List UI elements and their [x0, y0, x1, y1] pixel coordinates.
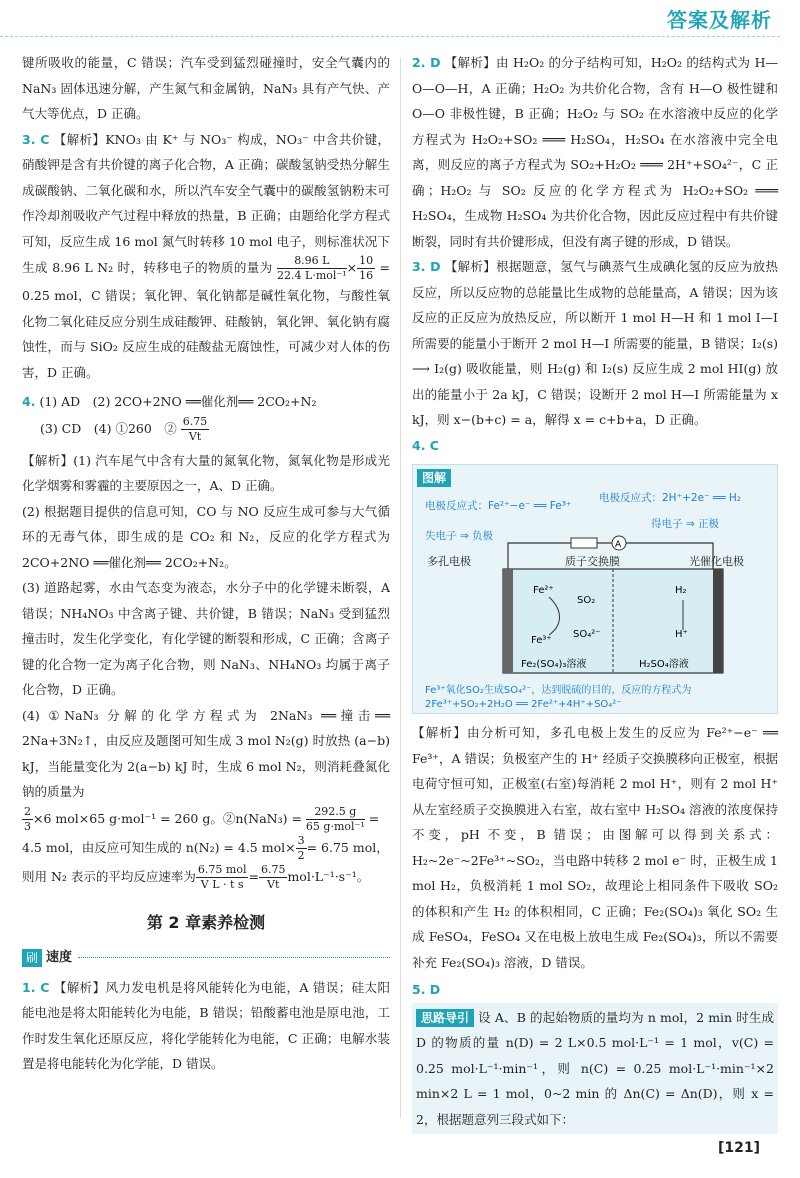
- answer-4-right-number: 4. C: [412, 437, 439, 453]
- so4-label: SO₄²⁻: [573, 629, 601, 640]
- answer-2-number: 2. D: [412, 55, 441, 70]
- left-electrode-label: 多孔电极: [427, 555, 471, 568]
- answer-5-text: 设 A、B 的起始物质的量均为 n mol，2 min 时生成 D 的物质的量 n(D) = 2 L×0.5 mol·L⁻¹ = 1 mol，v(C) = 0.25 mol·L⁻¹·min⁻¹，则 n(C) = 0.25 mol·L⁻¹·min⁻¹×2 min×2 L = 1 mol，0~2 min 的 Δn(C) = Δn(D)，则 x = 2，根据题意列三段式如下：: [416, 1009, 774, 1127]
- answer-5-number: 5. D: [412, 982, 441, 997]
- porous-electrode: [503, 569, 513, 673]
- answer-5: [412, 1003, 778, 1135]
- answer-3-text: 【解析】KNO₃ 由 K⁺ 与 NO₃⁻ 构成，NO₃⁻ 中含共价键，硝酸钾是含有共价键的离子化合物，A 正确；碳酸氢钠受热分解生成碳酸钠、二氧化碳和水，所以汽车安全气囊中的碳酸氢钠粉末可作冷却剂吸收产气过程中释放的热量，B 正确；由题给化学方程式可知，反应生成 16 mol 氮气时转移 10 mol 电子，则标准状况下生成 8.96 L N₂ 时，转移电子的物质的量为: [22, 131, 390, 275]
- answer-4-fraction: $\frac{6.75}{Vt}$: [182, 414, 208, 443]
- figure-note-1: Fe³⁺氧化SO₂生成SO₄²⁻，达到脱硫的目的，反应的方程式为: [425, 685, 692, 696]
- answer-4-right-number-line: [412, 433, 778, 459]
- left-column: [22, 50, 390, 1077]
- speed-label: 速度: [46, 950, 73, 965]
- answer-4-answers-2: (3) CD (4) ①260 ②: [40, 420, 177, 436]
- answer-4-analysis-2: (2) 根据题目提供的信息可知，CO 与 NO 反应生成可参与大气循环的无毒气体，即生成的是 CO₂ 和 N₂，反应的化学方程式为 2CO+2NO ══催化剂══ 2CO₂+N₂。: [22, 503, 390, 570]
- answer-5-number-line: [412, 977, 778, 1003]
- answer-3-number: 3. C: [22, 131, 50, 147]
- answer-1-text: 【解析】风力发电机是将风能转化为电能，A 错误；硅太阳能电池是将太阳能转化为电能，B 错误；铅酸蓄电池是原电池，工作时发生氧化还原反应，将化学能转化为电能，C 正确；电解水装置是将电能转化为化学能，D 错误。: [22, 979, 390, 1071]
- membrane-label: 质子交换膜: [565, 555, 620, 568]
- answer-4-analysis-7: 则用 N₂ 表示的平均反应速率为 $\frac{\text{6.75 mol}}{\text{V L · t s}}$ = $\frac{6.75}{Vt}$ mol·L⁻¹·s⁻¹。: [22, 862, 370, 891]
- h-plus-label: H⁺: [675, 629, 688, 640]
- gain-electron-label: 得电子 ⇒ 正极: [651, 518, 719, 530]
- right-electrode-label: 光催化电极: [689, 555, 744, 568]
- header-title: 答案及解析: [667, 8, 772, 32]
- answer-3-right-text: 【解析】根据题意，氢气与碘蒸气生成碘化氢的反应为放热反应，所以反应物的总能量比生成物的总能量高，A 错误；因为该反应的正反应为放热反应，所以断开 1 mol H—H 和 1 mol I—I 所需要的能量小于断开 2 mol H—I 所需要的能量，B 错误；I₂(s) ⟶ I₂(g) 吸收能量，则 H₂(g) 和 I₂(s) 反应生成 2 mol HI(g) 放出的能量小于 2a kJ，C 错误；设断开 2 mol H—I 所需能量为 x kJ，则 x−(b+c) = a，解得 x = c+b+a，D 正确。: [412, 259, 778, 427]
- answer-3-fraction-1: $\frac{8.96 L}{\text{22.4 L·mol⁻¹}}$: [277, 254, 347, 282]
- answer-4-answers-1: (1) AD (2) 2CO+2NO ══催化剂══ 2CO₂+N₂: [39, 394, 317, 409]
- answer-3-fraction-2: $\frac{10}{16}$: [359, 254, 374, 282]
- answer-2-text: 【解析】由 H₂O₂ 的分子结构可知，H₂O₂ 的结构式为 H—O—O—H，A 正确；H₂O₂ 为共价化合物，含有 H—O 极性键和 O—O 非极性键，B 正确；H₂O₂ 与 SO₂ 在水溶液中反应的化学方程式为 H₂O₂+SO₂ ═══ H₂SO₄，H₂SO₄ 在水溶液中完全电离，则反应的离子方程式为 SO₂+H₂O₂ ═══ 2H⁺+SO₄²⁻，C 正确；H₂O₂ 与 SO₂ 反应的化学方程式为 H₂O₂+SO₂ ═══ H₂SO₄，生成物 H₂SO₄ 为共价化合物，因此反应过程中有共价键断裂，同时有共价键形成，但没有离子键的形成，D 错误。: [412, 55, 778, 249]
- answer-4-number: 4.: [22, 394, 36, 409]
- header-divider: [0, 36, 780, 37]
- electrolysis-figure: [412, 464, 778, 714]
- answer-5-tag: 思路导引: [416, 1009, 474, 1027]
- fe2-label: Fe²⁺: [533, 585, 554, 596]
- section-title: 第 2 章素养检测: [146, 912, 266, 932]
- speed-header: [22, 945, 390, 971]
- answer-3-tail: = 0.25 mol，C 错误；氧化钾、氧化钠都是碱性氧化物，与酸性氧化物二氧化硅反应分别生成硅酸钾、硅酸钠，氧化钾、氧化钠有腐蚀性，而与 SiO₂ 反应生成的硅酸盐无腐蚀性，可减少对人体的伤害，D 正确。: [22, 260, 390, 380]
- answer-4-analysis-4: (4) ①NaN₃ 分解的化学方程式为 2NaN₃ ══撞击══ 2Na+3N₂↑，由反应及题图可知生成 3 mol N₂(g) 时放热 (a−b) kJ，当能量变化为 2(a−b) kJ 时，生成 6 mol N₂，则消耗叠氮化钠的质量为: [22, 707, 390, 799]
- answer-1-number: 1. C: [22, 979, 50, 995]
- electrolysis-diagram: [413, 465, 777, 713]
- answer-1: [22, 975, 390, 1077]
- answer-4-right-analysis: 【解析】由分析可知，多孔电极上发生的反应为 Fe²⁺−e⁻ ══ Fe³⁺，A 错误；负极室产生的 H⁺ 经质子交换膜移向正极室，根据电荷守恒可知，正极室(右室)每消耗 2 mol H⁺，则有 2 mol H⁺ 从左室经质子交换膜进入右室，故右室中 H₂SO₄ 溶液的浓度保持不变，pH 不变，B 错误；由图解可以得到关系式：H₂~2e⁻~2Fe³⁺~SO₂，当电路中转移 2 mol e⁻ 时，正极生成 1 mol H₂，负极消耗 1 mol SO₂，故理论上相同条件下吸收 SO₂ 的体积和产生 H₂ 的体积相同，C 正确；Fe₂(SO₄)₃ 氧化 SO₂ 生成 FeSO₄，FeSO₄ 又在电极上放电生成 Fe₂(SO₄)₃，所以不需要补充 Fe₂(SO₄)₃ 溶液，D 错误。: [412, 725, 778, 970]
- answer-4-analysis-1: 【解析】(1) 汽车尾气中含有大量的氮氧化物，氮氧化物是形成光化学烟雾和雾霾的主要原因之一，A、D 正确。: [22, 452, 390, 493]
- answer-4-line-2: [22, 415, 390, 444]
- h2-label: H₂: [675, 585, 687, 596]
- answer-3-right: [412, 254, 778, 433]
- figure-note-2: 2Fe³⁺+SO₂+2H₂O ══ 2Fe²⁺+4H⁺+SO₄²⁻: [425, 699, 622, 710]
- speed-dotted-line: [78, 957, 390, 958]
- left-solution-label: Fe₂(SO₄)₃溶液: [521, 659, 587, 670]
- speed-tag: 刷: [22, 949, 42, 967]
- ammeter-label: A: [615, 540, 622, 550]
- answer-4-line-1: [22, 389, 390, 415]
- left-electrode-equation: 电极反应式：Fe²⁺−e⁻ ══ Fe³⁺: [425, 500, 572, 512]
- right-electrode-equation: 电极反应式：2H⁺+2e⁻ ══ H₂: [599, 492, 742, 504]
- photocatalytic-electrode: [713, 569, 723, 673]
- page-number: [121]: [717, 1140, 760, 1156]
- answer-3: 3. C 【解析】KNO₃ 由 K⁺ 与 NO₃⁻ 构成，NO₃⁻ 中含共价键，硝酸钾是含有共价键的离子化合物，A 正确；碳酸氢钠受热分解生成碳酸钠、二氧化碳和水，所以汽车安全气囊中的碳酸氢钠粉末可作冷却剂吸收产气过程中释放的热量，B 正确；由题给化学方程式可知，反应生成 16 mol 氮气时转移 10 mol 电子，则标准状况下生成 8.96 L N₂ 时，转移电子的物质的量为 $\frac{8.96 L}{\text{22.4 L·mol⁻¹}}$ × $\frac{10}{16}$ = 0.25 mol，C 错误；氧化钾、氧化钠都是碱性氧化物，与酸性氧化物二氧化硅反应分别生成硅酸钾、硅酸钠，氧化钾、氧化钠有腐蚀性，而与 SiO₂ 反应生成的硅酸盐无腐蚀性，可减少对人体的伤害，D 正确。: [22, 131, 390, 380]
- left-paragraph-1: 键所吸收的能量，C 错误；汽车受到猛烈碰撞时，安全气囊内的 NaN₃ 固体迅速分解，产生氮气和金属钠，NaN₃ 具有产气快、产气大等优点，D 正确。: [22, 55, 390, 121]
- lose-electron-label: 失电子 ⇒ 负极: [425, 530, 493, 542]
- answer-4-analysis-5: $\frac{2}{3}$ ×6 mol×65 g·mol⁻¹ = 260 g。②n(NaN₃) = $\frac{292.5 g}{\text{65 g·mol⁻¹}}$ =: [24, 804, 380, 833]
- figure-tag: 图解: [417, 469, 451, 487]
- right-column: [412, 50, 778, 1134]
- answer-4-analysis-6: 4.5 mol，由反应可知生成的 n(N₂) = 4.5 mol× $\frac{3}{2}$ = 6.75 mol，: [22, 833, 389, 862]
- right-solution-label: H₂SO₄溶液: [639, 659, 689, 670]
- answer-2: [412, 50, 778, 254]
- so2-label: SO₂: [577, 595, 596, 606]
- fe3-label: Fe³⁺: [531, 635, 552, 646]
- resistor: [571, 538, 597, 548]
- column-divider: [400, 58, 401, 1118]
- answer-3-right-number: 3. D: [412, 259, 441, 274]
- answer-4-analysis-3: (3) 道路起雾，水由气态变为液态，水分子中的化学键未断裂，A 错误；NH₄NO₃ 中含离子键、共价键，B 错误；NaN₃ 受到猛烈撞击时，发生化学变化，有化学键的断裂和形成，C 正确；含离子键的化合物一定为离子化合物，则 NaN₃、NH₄NO₃ 均属于离子化合物，D 正确。: [22, 580, 390, 697]
